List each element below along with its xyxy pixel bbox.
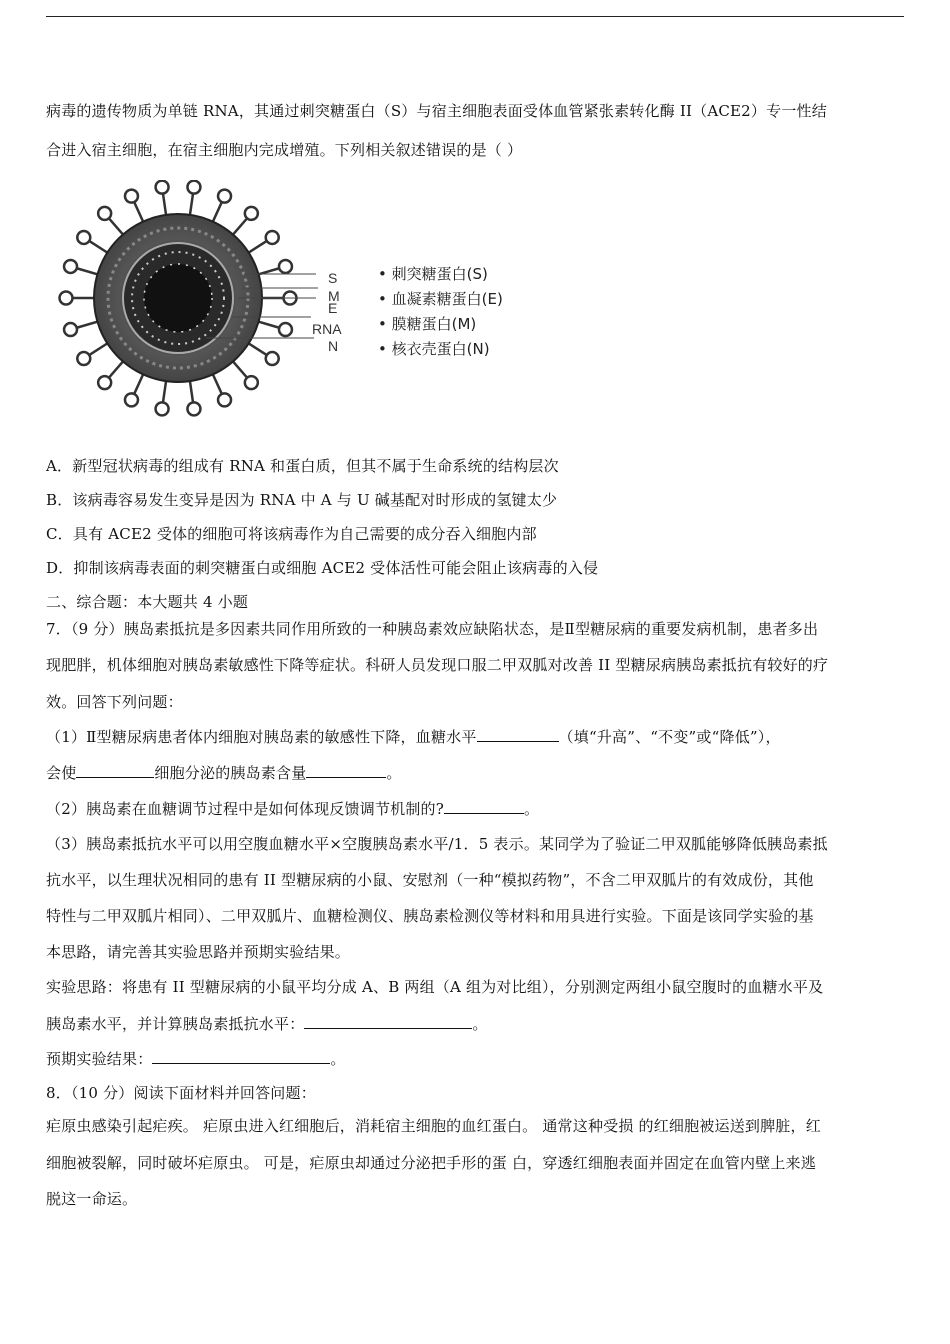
q7-part1-text-d: 细胞分泌的胰岛素含量	[154, 764, 307, 782]
spike-head	[218, 190, 231, 203]
spike-head	[156, 181, 169, 194]
spike-head	[64, 323, 77, 336]
question-stem-line-2: 合进入宿主细胞，在宿主细胞内完成增殖。下列相关叙述错误的是（ ）	[46, 141, 523, 159]
q8-passage-line-1: 疟原虫感染引起疟疾。 疟原虫进入红细胞后，消耗宿主细胞的血红蛋白。 通常这种受损 的红细胞被运送到脾脏，红	[46, 1117, 821, 1135]
spike-head	[98, 207, 111, 220]
q7-part1-text-a: （1）Ⅱ型糖尿病患者体内细胞对胰岛素的敏感性下降，血糖水平	[46, 728, 477, 746]
legend-item-s: • 刺突糖蛋白(S)	[378, 265, 488, 283]
label-rna: RNA	[312, 321, 342, 337]
answer-blank-1[interactable]	[477, 727, 559, 742]
question-stem-line-1: 病毒的遗传物质为单链 RNA，其通过刺突糖蛋白（S）与宿主细胞表面受体血管紧张素转化酶 II（ACE2）专一性结	[46, 102, 827, 120]
q7-part3-line-4: 本思路，请完善其实验思路并预期实验结果。	[46, 943, 351, 961]
spike-head	[187, 181, 200, 194]
spike-head	[77, 231, 90, 244]
q7-part1-text-e: 。	[386, 764, 402, 782]
q8-heading: 8．（10 分）阅读下面材料并回答问题：	[46, 1084, 316, 1102]
q7-experiment-line-2	[46, 1014, 906, 1034]
spike-head	[125, 190, 138, 203]
spike-head	[77, 352, 90, 365]
q7-result-text-b: 。	[330, 1050, 346, 1068]
q7-part1-line-2	[46, 763, 906, 783]
q7-part2-text-a: （2）胰岛素在血糖调节过程中是如何体现反馈调节机制的?	[46, 800, 444, 818]
spike-head	[60, 292, 73, 305]
q7-part3-line-2: 抗水平，以生理状况相同的患有 II 型糖尿病的小鼠、安慰剂（一种“模拟药物”，不含二甲双胍片的有效成份，其他	[46, 871, 814, 889]
q7-part1-line-1	[46, 727, 906, 747]
answer-blank-6[interactable]	[152, 1049, 330, 1064]
q7-experiment-text-a: 胰岛素水平，并计算胰岛素抵抗水平：	[46, 1015, 305, 1033]
label-e: E	[328, 300, 338, 316]
q7-part2-line	[46, 799, 906, 819]
spike-head	[98, 376, 111, 389]
q7-part1-text-b: （填“升高”、“不变”或“降低”），	[558, 728, 781, 746]
q7-experiment-text-b: 。	[472, 1015, 488, 1033]
answer-blank-2[interactable]	[76, 763, 154, 778]
spike-head	[266, 231, 279, 244]
rna-core	[144, 264, 212, 332]
q7-part3-line-1: （3）胰岛素抵抗水平可以用空腹血糖水平×空腹胰岛素水平/1．5 表示。某同学为了验证二甲双胍能够降低胰岛素抵	[46, 835, 828, 853]
q7-result-text-a: 预期实验结果：	[46, 1050, 153, 1068]
spike-head	[187, 402, 200, 415]
q8-passage-line-2: 细胞被裂解，同时破坏疟原虫。 可是，疟原虫却通过分泌把手形的蛋 白，穿透红细胞表面并固定在血管内壁上来逃	[46, 1154, 816, 1172]
spike-head	[245, 376, 258, 389]
q8-passage-line-3: 脱这一命运。	[46, 1190, 138, 1208]
legend-item-e: • 血凝素糖蛋白(E)	[378, 290, 503, 308]
spike-head	[279, 323, 292, 336]
answer-blank-4[interactable]	[444, 799, 524, 814]
spike-head	[218, 393, 231, 406]
answer-blank-5[interactable]	[304, 1014, 472, 1029]
legend-item-n: • 核衣壳蛋白(N)	[378, 340, 490, 358]
option-d[interactable]: D．抑制该病毒表面的刺突糖蛋白或细胞 ACE2 受体活性可能会阻止该病毒的入侵	[46, 559, 599, 577]
q7-part1-text-c: 会使	[46, 764, 77, 782]
spike-head	[156, 402, 169, 415]
spike-head	[64, 260, 77, 273]
label-n: N	[328, 338, 339, 354]
label-s: S	[328, 270, 338, 286]
option-b[interactable]: B．该病毒容易发生变异是因为 RNA 中 A 与 U 碱基配对时形成的氢键太少	[46, 491, 558, 509]
q7-part2-text-b: 。	[524, 800, 540, 818]
header-rule	[46, 16, 904, 17]
spike-head	[279, 260, 292, 273]
spike-head	[125, 393, 138, 406]
label-m: M	[328, 288, 340, 304]
figure-legend	[378, 262, 503, 362]
section-heading: 二、综合题：本大题共 4 小题	[46, 593, 249, 611]
option-a[interactable]: A．新型冠状病毒的组成有 RNA 和蛋白质，但其不属于生命系统的结构层次	[46, 457, 559, 475]
q7-part3-line-3: 特性与二甲双胍片相同）、二甲双胍片、血糖检测仪、胰岛素检测仪等材料和用具进行实验。下面是该同学实验的基	[46, 907, 814, 925]
option-c[interactable]: C．具有 ACE2 受体的细胞可将该病毒作为自己需要的成分吞入细胞内部	[46, 525, 537, 543]
q7-stem-line-3: 效。回答下列问题：	[46, 693, 183, 711]
q7-result-line	[46, 1049, 906, 1069]
spike-head	[266, 352, 279, 365]
q7-stem-line-1: 7．（9 分）胰岛素抵抗是多因素共同作用所致的一种胰岛素效应缺陷状态，是Ⅱ型糖尿病的重要发病机制，患者多出	[46, 620, 819, 638]
legend-item-m: • 膜糖蛋白(M)	[378, 315, 477, 333]
answer-blank-3[interactable]	[306, 763, 386, 778]
spike-head	[245, 207, 258, 220]
q7-stem-line-2: 现肥胖，机体细胞对胰岛素敏感性下降等症状。科研人员发现口服二甲双胍对改善 II 型糖尿病胰岛素抵抗有较好的疗	[46, 656, 829, 674]
q7-experiment-line-1: 实验思路：将患有 II 型糖尿病的小鼠平均分成 A、B 两组（A 组为对比组），分别测定两组小鼠空腹时的血糖水平及	[46, 978, 824, 996]
